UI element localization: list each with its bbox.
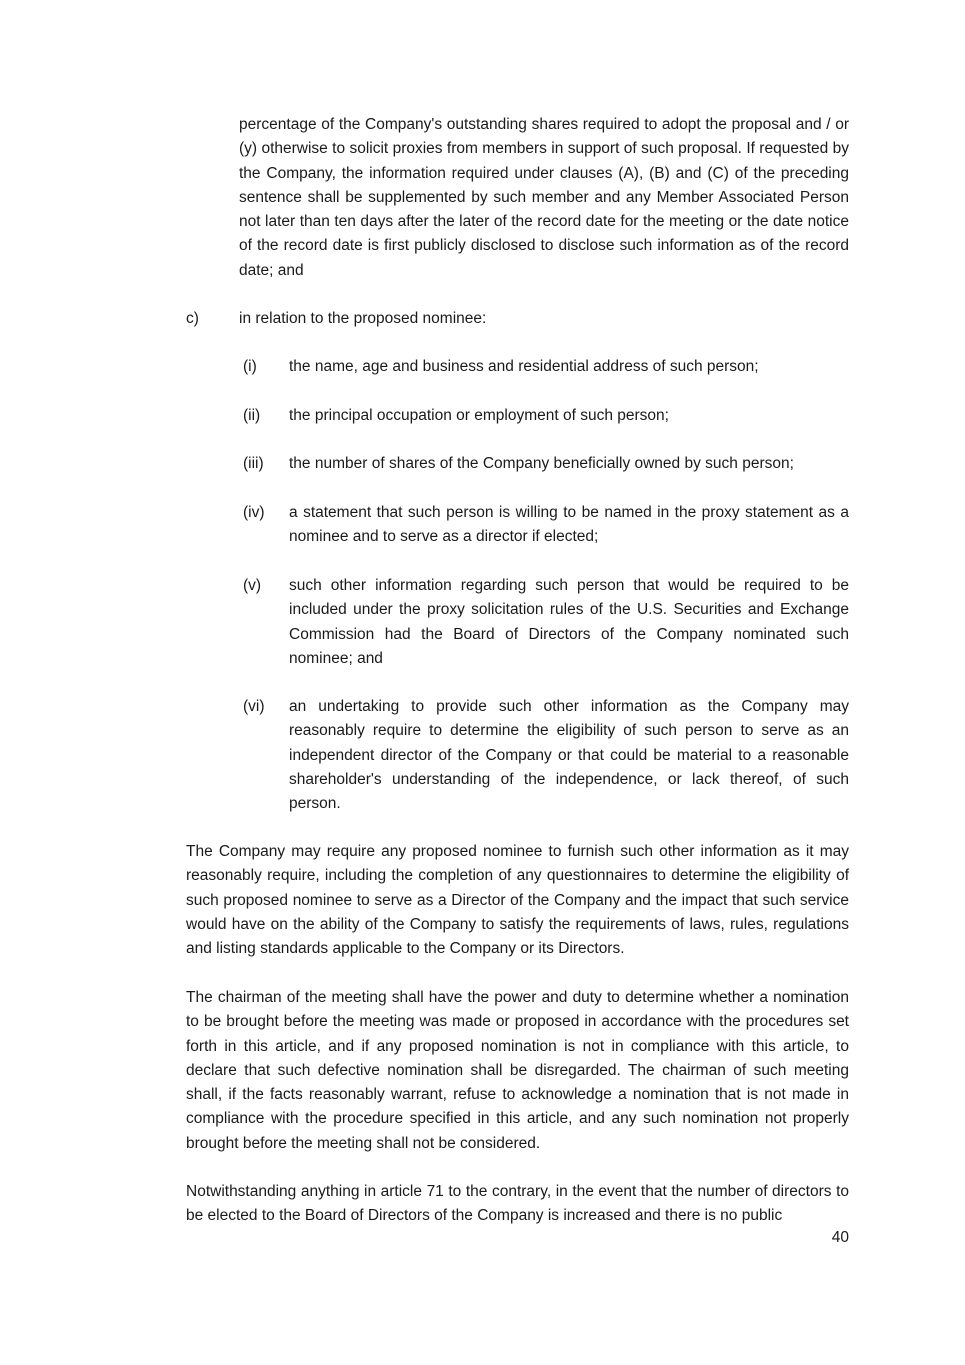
- subitem-text-i: the name, age and business and residential address of such person;: [289, 358, 759, 375]
- subitem-text-vi: an undertaking to provide such other information as the Company may reasonably require to determine the eligibility of such person to serve as an independent director of the Company or that could be material to a reasonable shareholder's understanding of the independence, or lack thereof, of such person.: [289, 698, 849, 813]
- continuation-paragraph: percentage of the Company's outstanding shares required to adopt the proposal and / or (y) otherwise to solicit proxies from members in support of such proposal. If requested by the Company, the information required under clauses (A), (B) and (C) of the preceding sentence shall be supplemented by such member and any Member Associated Person not later than ten days after the later of the record date for the meeting or the date notice of the record date is first publicly disclosed to disclose such information as of the record date; and: [239, 116, 849, 279]
- subitem-label-i: (i): [243, 358, 257, 375]
- paragraph-nominee-information: The Company may require any proposed nominee to furnish such other information as it may reasonably require, including the completion of any questionnaires to determine the eligibility of such proposed nominee to serve as a Director of the Company and the impact that such service would have on the ability of the Company to satisfy the requirements of laws, rules, regulations and listing standards applicable to the Company or its Directors.: [186, 843, 849, 958]
- subitem-label-vi: (vi): [243, 698, 265, 715]
- subitem-text-iii: the number of shares of the Company beneficially owned by such person;: [289, 455, 794, 472]
- paragraph-notwithstanding: Notwithstanding anything in article 71 to the contrary, in the event that the number of directors to be elected to the Board of Directors of the Company is increased and there is no public: [186, 1183, 849, 1225]
- subitem-label-iii: (iii): [243, 455, 264, 472]
- subitem-label-iv: (iv): [243, 504, 265, 521]
- subitem-text-ii: the principal occupation or employment of such person;: [289, 407, 669, 424]
- subitem-label-ii: (ii): [243, 407, 261, 424]
- subitem-label-v: (v): [243, 577, 262, 594]
- paragraph-chairman-duty: The chairman of the meeting shall have the power and duty to determine whether a nomination to be brought before the meeting was made or proposed in accordance with the procedures set forth in this article, and if any proposed nomination is not in compliance with this article, to declare that such defective nomination shall be disregarded. The chairman of such meeting shall, if the facts reasonably warrant, refuse to acknowledge a nomination that is not made in compliance with the procedure specified in this article, and any such nomination not properly brought before the meeting shall not be considered.: [186, 989, 849, 1152]
- subitem-text-iv: a statement that such person is willing to be named in the proxy statement as a nominee and to serve as a director if elected;: [289, 504, 849, 546]
- item-c-text: in relation to the proposed nominee:: [239, 310, 487, 327]
- subitem-text-v: such other information regarding such person that would be required to be included under the proxy solicitation rules of the U.S. Securities and Exchange Commission had the Board of Directors of the Company nominated such nominee; and: [289, 577, 849, 667]
- item-c-label: c): [186, 310, 199, 327]
- page-number: 40: [831, 1229, 849, 1246]
